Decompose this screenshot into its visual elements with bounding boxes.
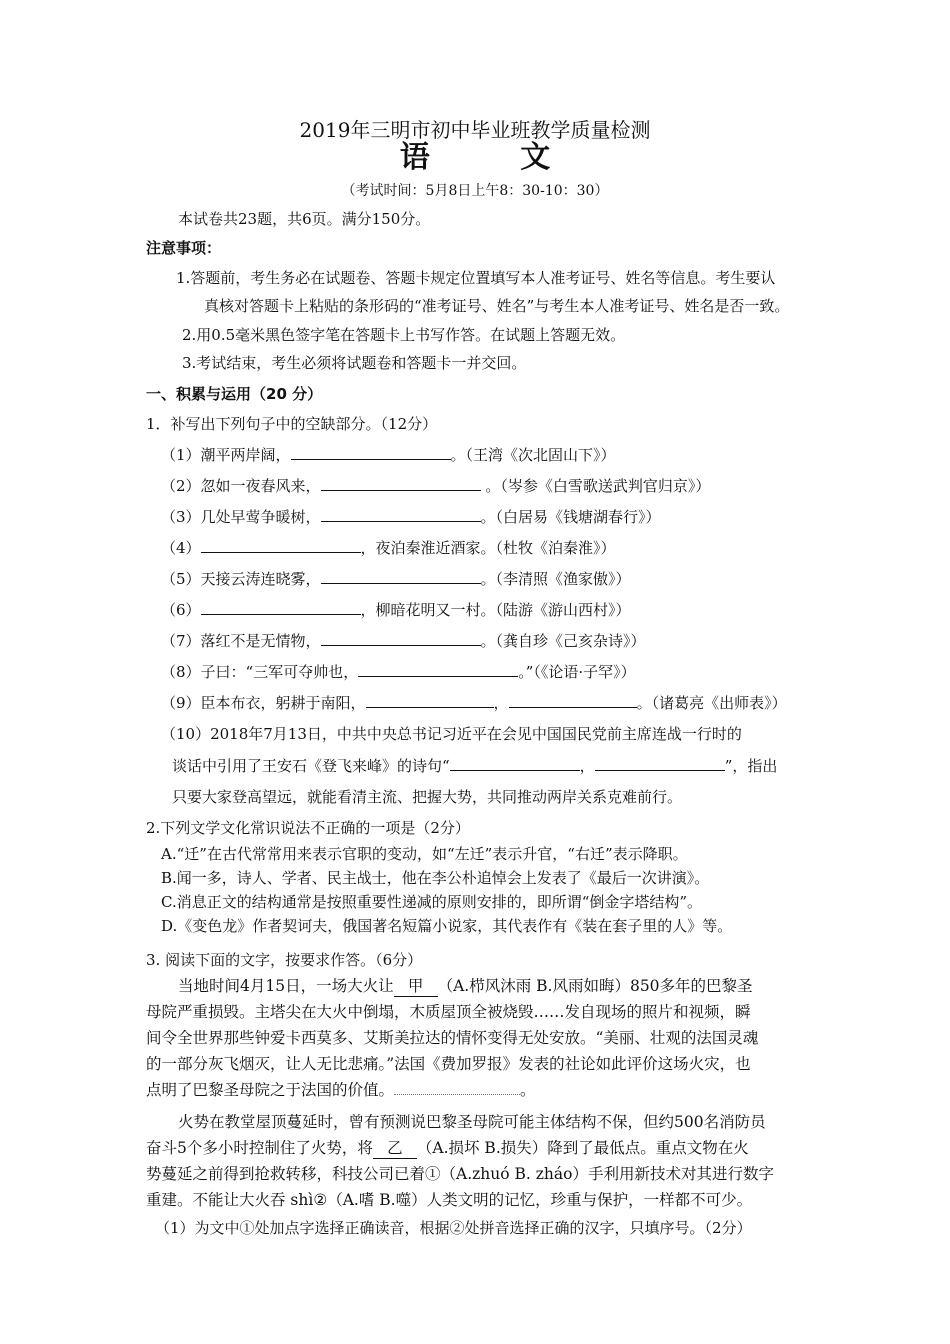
q2-option-d: D.《变色龙》作者契诃夫，俄国著名短篇小说家，其代表作有《装在套子里的人》等。 <box>161 917 733 935</box>
answer-blank <box>366 693 494 708</box>
exam-title: 2019年三明市初中毕业班教学质量检测 <box>299 118 651 142</box>
q3-passage-line: 奋斗5个多小时控制住了火势，将 乙 （A.损坏 B.损失）降到了最低点。重点文物在火 <box>146 1139 749 1157</box>
q1-item-1: （1）潮平两岸阔， 。（王湾《次北固山下》） <box>161 446 616 464</box>
q1-item-3: （3）几处早莺争暖树， 。（白居易《钱塘湖春行》） <box>161 508 661 526</box>
q1-item-10-line2: 谈话中引用了王安石《登飞来峰》的诗句“ ， ”，指出 <box>172 757 778 775</box>
answer-blank <box>201 600 361 615</box>
q2-option-b: B.闻一多，诗人、学者、民主战士，他在李公朴追悼会上发表了《最后一次讲演》。 <box>161 869 710 887</box>
q3-passage-line: 母院严重损毁。主塔尖在大火中倒塌，木质屋顶全被烧毁……发自现场的照片和视频，瞬 <box>146 1003 751 1021</box>
answer-blank <box>321 507 481 522</box>
answer-blank <box>509 693 637 708</box>
q3-passage-line: 火势在教堂屋顶蔓延时，曾有预测说巴黎圣母院可能主体结构不保，但约500名消防员 <box>178 1113 766 1131</box>
q3-passage-line: 间令全世界那些钟爱卡西莫多、艾斯美拉达的情怀变得无处安放。“美丽、壮观的法国灵魂 <box>146 1029 759 1047</box>
q1-stem: 1．补写出下列句子中的空缺部分。（12分） <box>146 415 438 433</box>
q1-item-10-line3: 只要大家登高望远，就能看清主流、把握大势，共同推动两岸关系克难前行。 <box>172 788 683 806</box>
q3-stem: 3. 阅读下面的文字，按要求作答。（6分） <box>146 951 423 969</box>
blank-yi: 乙 <box>373 1138 417 1159</box>
answer-blank <box>450 756 580 771</box>
notice-item-2: 2.用0.5毫米黑色签字笔在答题卡上书写作答。在试题上答题无效。 <box>182 326 626 344</box>
section-heading: 一、积累与运用（20 分） <box>146 385 323 403</box>
q3-subquestion-1: （1）为文中①处加点字选择正确读音，根据②处拼音选择正确的汉字，只填序号。（2分） <box>155 1219 752 1237</box>
q1-item-4: （4） ，夜泊秦淮近酒家。（杜牧《泊秦淮》） <box>161 539 616 557</box>
answer-blank <box>358 662 518 677</box>
dotted-blank <box>394 1080 520 1095</box>
q1-item-9: （9）臣本布衣，躬耕于南阳， ， 。（诸葛亮《出师表》） <box>161 694 787 712</box>
q1-item-8: （8）子曰：“三军可夺帅也， 。”（《论语·子罕》） <box>161 663 636 681</box>
q1-item-6: （6） ，柳暗花明又一村。（陆游《游山西村》） <box>161 601 631 619</box>
q3-passage-line: 当地时间4月15日，一场大火让 甲 （A.栉风沐雨 B.风雨如晦）850多年的巴黎圣 <box>178 977 753 995</box>
exam-time-note: （考试时间：5月8日上午8：30-10：30） <box>341 183 609 199</box>
notice-item-1-cont: 真核对答题卡上粘贴的条形码的“准考证号、姓名”与考生本人准考证号、姓名是否一致。 <box>204 297 790 315</box>
q2-option-a: A.“迁”在古代常常用来表示官职的变动，如“左迁”表示升官，“右迁”表示降职。 <box>161 845 688 863</box>
q2-option-c: C.消息正文的结构通常是按照重要性递减的原则安排的，即所谓“倒金字塔结构”。 <box>161 893 703 911</box>
answer-blank <box>321 631 481 646</box>
subject-title: 语 文 <box>399 140 591 175</box>
q3-passage-line: 点明了巴黎圣母院之于法国的价值。 。 <box>146 1081 536 1099</box>
answer-blank <box>321 476 481 491</box>
q1-item-2: （2）忽如一夜春风来， 。（岑参《白雪歌送武判官归京》） <box>161 477 711 495</box>
notice-item-1: 1.答题前，考生务必在试题卷、答题卡规定位置填写本人准考证号、姓名等信息。考生要认 <box>176 269 776 287</box>
notice-item-3: 3.考试结束，考生必须将试题卷和答题卡一并交回。 <box>182 354 527 372</box>
answer-blank <box>321 569 481 584</box>
q1-item-10: （10）2018年7月13日，中共中央总书记习近平在会见中国国民党前主席连战一行时的 <box>161 725 742 743</box>
answer-blank <box>201 538 361 553</box>
exam-intro: 本试卷共23题，共6页。满分150分。 <box>178 210 431 228</box>
q1-item-7: （7）落红不是无情物， 。（龚自珍《己亥杂诗》） <box>161 632 646 650</box>
q3-passage-line: 的一部分灰飞烟灭，让人无比悲痛。”法国《费加罗报》发表的社论如此评价这场火灾，也 <box>146 1055 751 1073</box>
q3-passage-line: 势蔓延之前得到抢救转移，科技公司已着①（A.zhuó B. zháo）手利用新技术对其进行数字 <box>146 1165 774 1183</box>
blank-jia: 甲 <box>394 976 438 997</box>
q3-passage-line: 重建。不能让大火吞 shì②（A.嗜 B.噬）人类文明的记忆，珍重与保护，一样都不可少。 <box>146 1191 753 1209</box>
notice-heading: 注意事项： <box>146 239 222 257</box>
answer-blank <box>595 756 725 771</box>
q2-stem: 2.下列文学文化常识说法不正确的一项是（2分） <box>146 819 470 837</box>
answer-blank <box>291 445 451 460</box>
q1-item-5: （5）天接云涛连晓雾， 。（李清照《渔家傲》） <box>161 570 631 588</box>
